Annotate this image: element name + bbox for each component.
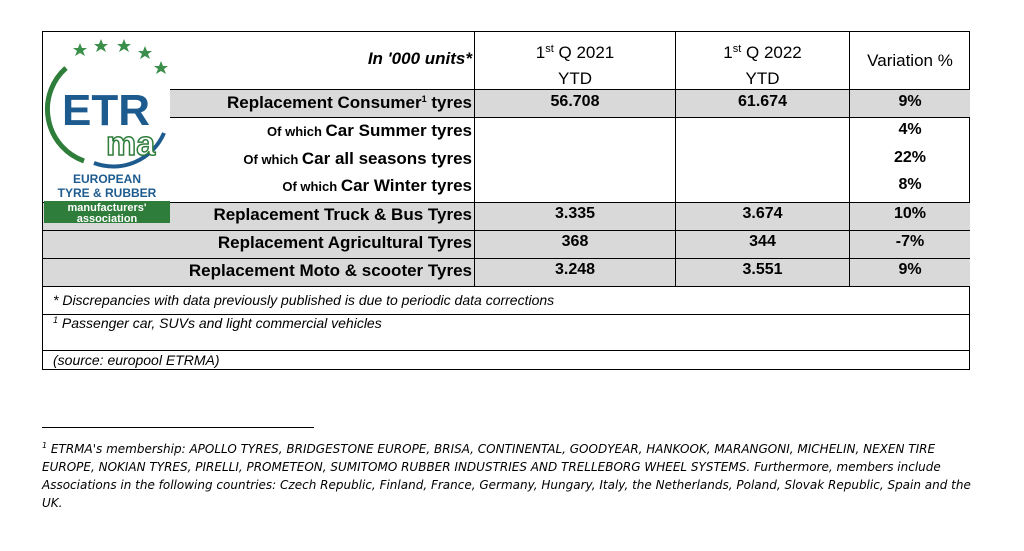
note-source: (source: europool ETRMA)	[53, 352, 220, 368]
row-label-summer: Of which Car Summer tyres	[267, 121, 472, 140]
value-agricultural-2021: 368	[561, 233, 589, 250]
value-truck-var: 10%	[893, 205, 927, 222]
footnote-divider	[42, 427, 314, 428]
value-truck-2021: 3.335	[554, 205, 596, 222]
footnote-membership: $^1$ ETRMA's membership: APOLLO TYRES, BRIDGESTONE EUROPE, BRISA, CONTINENTAL, GOODYEAR, HANKOOK, MARANGONI, MICHELIN, NEXEN TIRE EUROPE, NOKIAN TYRES, PIRELLI, PROMETEON, SUMITOMO RUBBER INDUSTRIES AND TRELLEBORG WHEEL SYSTEMS. Furthermore, members include Associations in the following countries: Czech Republic, Finland, France, Germany, Hungary, Italy, the Netherlands, Poland, Slovak Republic, Spain and the UK.	[42, 441, 971, 510]
value-agricultural-var: -7%	[895, 233, 925, 250]
value-summer-var: 4%	[898, 121, 922, 138]
logo-etr-text: ETR	[62, 86, 150, 135]
col-2022-header: 1st Q 2022 YTD	[723, 43, 802, 88]
value-consumer-2022: 61.674	[738, 93, 787, 110]
value-consumer-var: 9%	[898, 93, 922, 110]
value-agricultural-2022: 344	[749, 233, 776, 250]
row-label-agricultural: Replacement Agricultural Tyres	[217, 233, 472, 252]
value-winter-var: 8%	[898, 176, 922, 193]
value-moto-2022: 3.551	[742, 261, 783, 278]
note-discrepancy: * Discrepancies with data previously published is due to periodic data corrections	[53, 292, 555, 308]
logo-caption-1: EUROPEAN	[72, 172, 142, 186]
tyre-sales-table	[42, 31, 970, 370]
row-label-consumer: Replacement Consumer$^1$ tyres	[226, 93, 472, 112]
logo-caption-3: manufacturers'	[67, 202, 147, 214]
logo-caption-2: TYRE & RUBBER	[57, 186, 157, 200]
etrma-logo-icon	[44, 33, 170, 223]
logo-ma-text: ma	[106, 125, 156, 163]
note-passenger: $^1$ Passenger car, SUVs and light commercial vehicles	[53, 315, 382, 331]
value-moto-2021: 3.248	[554, 261, 596, 278]
units-header: In '000 units*	[367, 49, 472, 68]
value-consumer-2021: 56.708	[550, 93, 600, 110]
value-allseasons-var: 22%	[893, 149, 927, 166]
row-label-allseasons: Of which Car all seasons tyres	[243, 149, 472, 168]
etrma-logo	[44, 33, 170, 223]
value-moto-var: 9%	[898, 261, 922, 278]
value-truck-2022: 3.674	[742, 205, 783, 222]
row-label-truck: Replacement Truck & Bus Tyres	[213, 205, 472, 224]
row-label-moto: Replacement Moto & scooter Tyres	[188, 261, 472, 280]
col-variation-header: Variation %	[867, 51, 953, 70]
col-2021-header: 1st Q 2021 YTD	[535, 43, 615, 88]
row-label-winter: Of which Car Winter tyres	[282, 176, 472, 195]
logo-caption-4: association	[76, 213, 138, 223]
